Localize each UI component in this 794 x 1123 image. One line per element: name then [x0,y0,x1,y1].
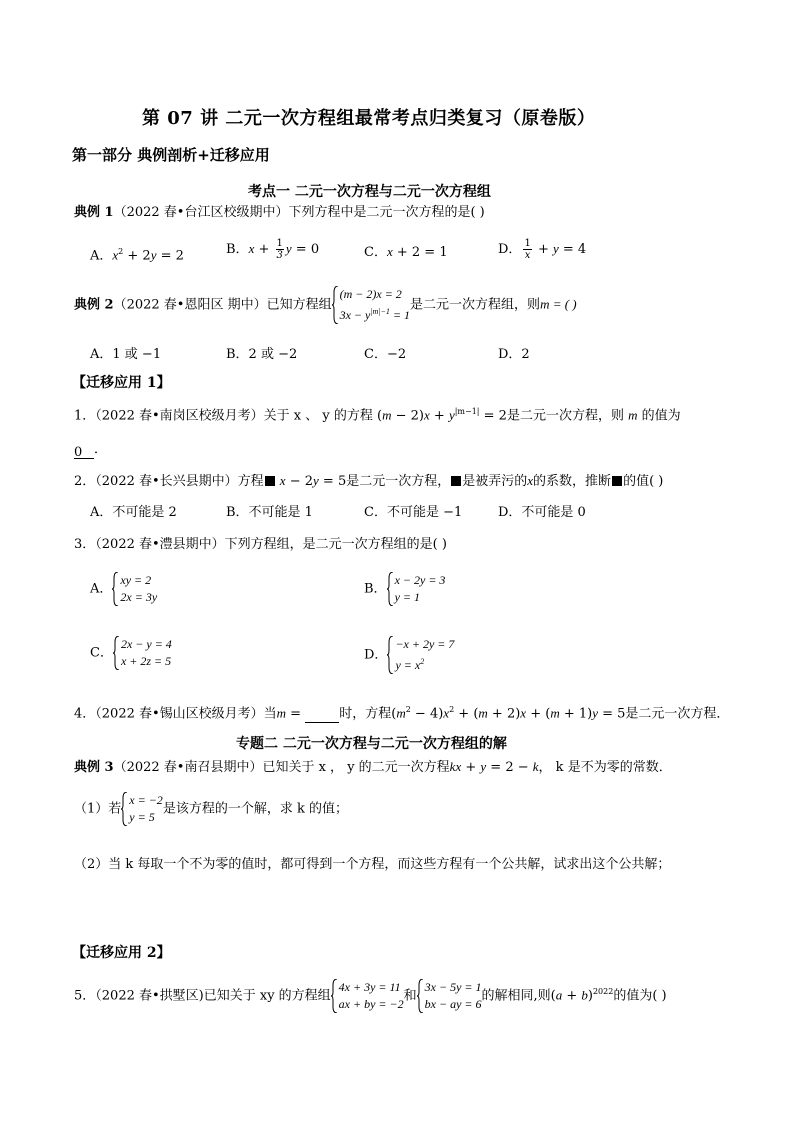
smudge-square-icon [612,476,622,486]
question-1-answer-line [74,441,107,459]
example-3-sub-2: （2）当 k 每取一个不为零的值时，都可得到一个方程，而这些方程有一个公共解，试求出这个公共解； [74,857,671,872]
question-5-text-1: 5．（2022 春•拱墅区)已知关于 xy 的方程组 [74,988,331,1004]
question-2-option-a[interactable]: A．不可能是 2 [90,505,177,520]
question-2-text-1: 2．（2022 春•长兴县期中）方程 [74,474,264,489]
question-5-system-1: 4x + 3y = 11 ax + by = −2 [331,979,404,1013]
option-b-label: B． [226,242,249,257]
example-2-question [74,286,577,324]
example-3-text-2: ， k 是不为零的常数． [538,760,672,775]
question-2: 2．（2022 春•长兴县期中）方程 x − 2y = 5是二元一次方程， 是被弄污的x的系数，推断 的值( ) [74,473,664,489]
example-3-sub-1-text-b: 是该方程的一个解，求 k 的值； [162,801,348,817]
example-1-text: （2022 春•台江区校级期中）下列方程中是二元一次方程的是( ) [113,205,485,220]
question-1-text-1: 1．（2022 春•南岗区校级月考）关于 x 、 y 的方程 [74,408,373,424]
question-2-text-4: 的系数，推断 [533,474,612,489]
question-3-option-a[interactable] [90,572,157,606]
question-1-answer: 0 [74,444,94,459]
example-3-system: x = −2 y = 5 [121,792,163,826]
section-heading-2: 专题二 二元一次方程与二元一次方程组的解 [236,736,507,752]
question-3: 3．（2022 春•澧县期中）下列方程组，是二元一次方程组的是( ) [74,537,447,552]
option-c-label: C． [364,245,387,260]
example-1-option-a[interactable]: A．$x^2 + 2y = 2$ [90,247,184,264]
question-4-text-3: 是二元一次方程． [625,706,730,722]
question-4-text-2: 时，方程 [339,706,392,722]
transfer-heading-2: 【迁移应用 2】 [72,945,171,961]
question-3-option-c[interactable] [90,636,172,670]
option-a-label: A． [90,581,113,597]
page-title: 第 07 讲 二元一次方程组最常考点归类复习（原卷版） [142,108,596,129]
question-1-text-3: 的值为 [641,408,681,424]
option-d-label: D． [364,647,388,663]
example-1-option-b[interactable]: B．x + $\frac{1}{3}$ y = 0 [226,238,320,261]
question-2-text-2: 是二元一次方程， [346,474,451,489]
option-a-label: A． [90,248,113,264]
question-4-text-1: 4．（2022 春•锡山区校级月考）当 [74,706,277,722]
example-2-label: 典例 2 [74,297,114,313]
example-1-label: 典例 1 [74,205,114,220]
transfer-heading-1: 【迁移应用 1】 [72,375,171,391]
question-3-option-b[interactable] [364,572,445,606]
question-2-option-b[interactable]: B．不可能是 1 [226,505,313,520]
smudge-square-icon [265,476,275,486]
question-4-blank[interactable] [305,708,339,723]
option-c-label: C． [90,645,113,661]
question-3-option-d[interactable] [364,636,454,674]
question-5-text-2: 和 [403,988,417,1004]
question-2-text-3: 是被弄污的 [462,474,528,489]
question-5-text-4: 的值为( ) [613,988,667,1004]
example-1-option-d[interactable]: D． $\frac{1}{x}$ + y = 4 [498,238,587,261]
example-1-option-c[interactable]: C．x + 2 = 1 [364,244,448,260]
example-2-text-3: m = ( ) [540,296,577,312]
example-1-question [74,204,485,222]
question-1-text-2: 是二元一次方程，则 [506,408,624,424]
question-5-system-2: 3x − 5y = 1 bx − ay = 6 [417,979,482,1013]
part-heading: 第一部分 典例剖析+迁移应用 [72,146,270,164]
example-2-option-d[interactable]: D．2 [498,347,530,362]
example-2-system: (m − 2)x = 2 $3x - y^{|m|-1} = 1$ [332,286,410,324]
example-2-option-b[interactable]: B．2 或 −2 [226,347,298,362]
example-3-question: 典例 3（2022 春•南召县期中）已知关于 x ， y 的二元一次方程kx + y = 2 − k， k 是不为零的常数． [74,759,672,775]
example-3-label: 典例 3 [74,760,114,775]
question-1: 1．（2022 春•南岗区校级月考）关于 x 、 y 的方程 $(m - 2)x + y^{|m-1|} = 2$是二元一次方程，则 m 的值为 [74,407,681,424]
question-2-text-5: 的值( ) [623,474,664,489]
option-d-label: D． [498,242,522,257]
question-5: 5．（2022 春•拱墅区)已知关于 xy 的方程组 4x + 3y = 11 ax + by = −2 和 3x − 5y = 1 bx − ay = 6 的解相同,则$(a + b)^{2022}$的值为( ) [74,979,667,1011]
example-2-text-2: 是二元一次方程组，则 [410,297,541,313]
question-2-option-d[interactable]: D．不可能是 0 [498,505,586,520]
example-3-sub-1-text-a: （1）若 [74,801,122,817]
section-heading-1: 考点一 二元一次方程与二元一次方程组 [248,184,491,200]
example-3-text-1: （2022 春•南召县期中）已知关于 x ， y 的二元一次方程 [113,760,450,775]
example-2-option-a[interactable]: A．1 或 −1 [90,347,162,362]
question-1-tail: ． [94,442,108,457]
question-5-text-3: 的解相同,则 [481,988,551,1004]
question-2-option-c[interactable]: C．不可能是 −1 [364,505,463,520]
option-b-label: B． [364,581,387,597]
smudge-square-icon [451,476,461,486]
example-2-option-c[interactable]: C．−2 [364,347,407,362]
example-2-text-1: （2022 春•恩阳区 期中）已知方程组 [113,297,332,313]
system-d: −x + 2y = 7 $y = x^2$ [387,636,454,674]
system-a: xy = 2 2x = 3y [112,572,157,606]
example-3-sub-1 [74,792,348,827]
system-b: x − 2y = 3 y = 1 [387,572,446,606]
question-4: 4．（2022 春•锡山区校级月考）当m = 时，方程$(m^2 - 4)x^2 + (m + 2)x + (m + 1)y = 5$是二元一次方程． [74,705,730,722]
system-c: 2x − y = 4 x + 2z = 5 [113,636,172,670]
